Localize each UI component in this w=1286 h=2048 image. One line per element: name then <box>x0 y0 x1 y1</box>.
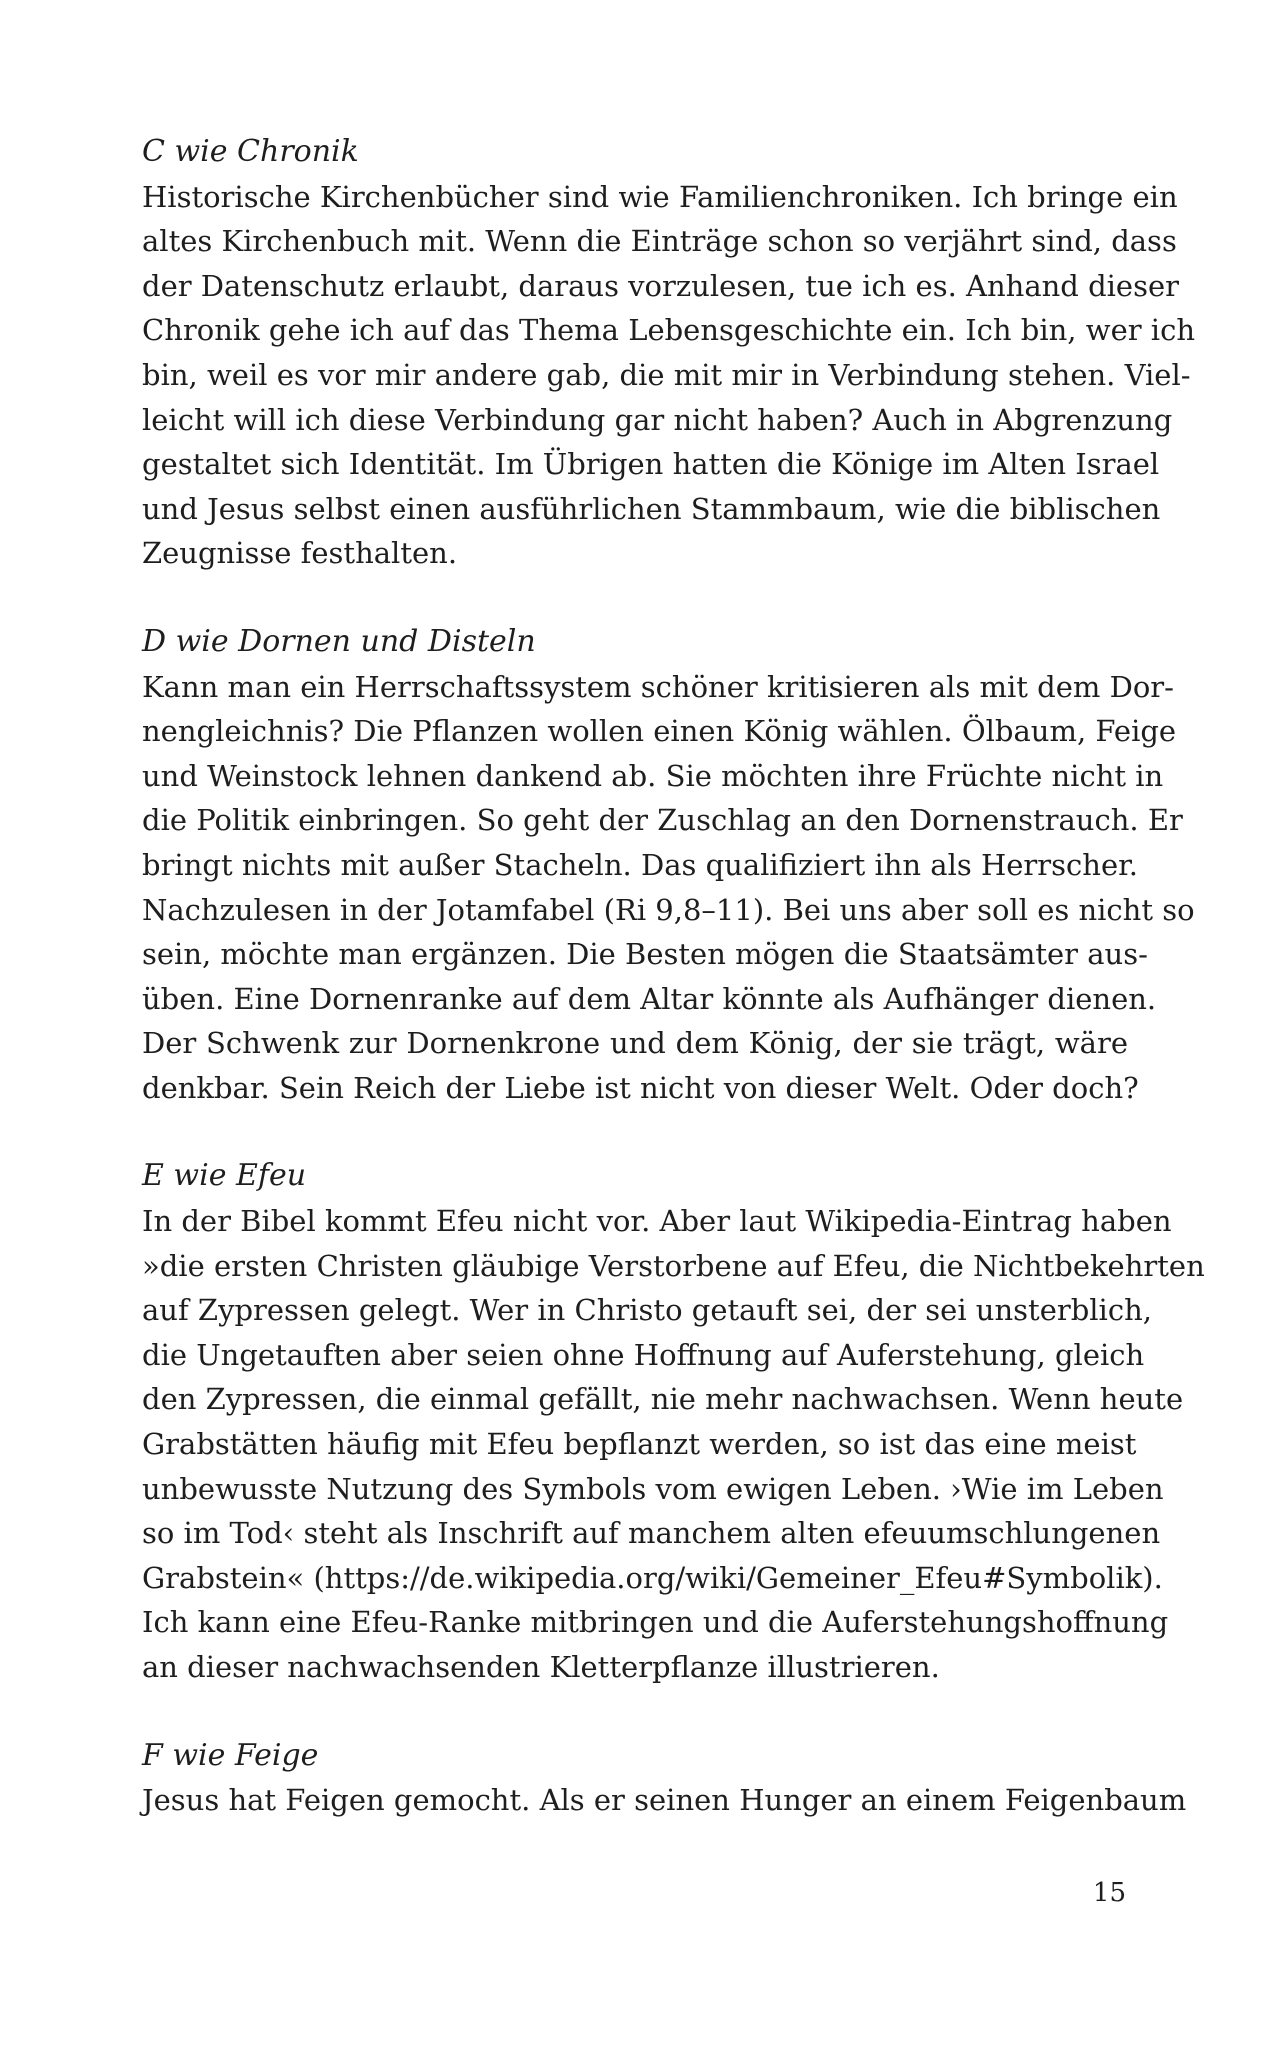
section-e-efeu <box>142 1154 1205 1689</box>
text-line: Historische Kirchenbücher sind wie Familienchroniken. Ich bringe ein <box>142 179 1178 214</box>
text-line: Kann man ein Herrschaftssystem schöner kritisieren als mit dem Dor- <box>142 669 1174 704</box>
text-line: nengleichnis? Die Pflanzen wollen einen König wählen. Ölbaum, Feige <box>142 714 1177 749</box>
text-line: und Weinstock lehnen dankend ab. Sie möchten ihre Früchte nicht in <box>142 758 1164 793</box>
text-line: »die ersten Christen gläubige Verstorbene auf Efeu, die Nichtbekehrten <box>142 1248 1205 1283</box>
section-heading: F wie Feige <box>142 1737 319 1773</box>
page-number: 15 <box>1092 1878 1126 1908</box>
text-line: Grabstätten häufig mit Efeu bepflanzt werden, so ist das eine meist <box>142 1427 1137 1462</box>
section-d-dornen-und-disteln <box>142 620 1195 1111</box>
text-line: gestaltet sich Identität. Im Übrigen hatten die Könige im Alten Israel <box>142 447 1160 482</box>
text-line: Zeugnisse festhalten. <box>142 536 458 571</box>
text-line: Chronik gehe ich auf das Thema Lebensgeschichte ein. Ich bin, wer ich <box>142 313 1196 348</box>
text-line: der Datenschutz erlaubt, daraus vorzulesen, tue ich es. Anhand dieser <box>142 268 1179 303</box>
text-line: die Ungetauften aber seien ohne Hoffnung auf Auferstehung, gleich <box>142 1337 1145 1372</box>
section-c-chronik <box>142 130 1196 576</box>
text-line: Nachzulesen in der Jotamfabel (Ri 9,8–11). Bei uns aber soll es nicht so <box>142 892 1195 927</box>
text-line: altes Kirchenbuch mit. Wenn die Einträge schon so verjährt sind, dass <box>142 224 1177 259</box>
text-line: auf Zypressen gelegt. Wer in Christo getauft sei, der sei unsterblich, <box>142 1293 1152 1328</box>
text-line: an dieser nachwachsenden Kletterpflanze illustrieren. <box>142 1650 940 1684</box>
section-heading: E wie Efeu <box>142 1158 307 1194</box>
text-line: bringt nichts mit außer Stacheln. Das qualifiziert ihn als Herrscher. <box>142 847 1139 882</box>
section-heading: D wie Dornen und Disteln <box>142 623 536 659</box>
text-line: die Politik einbringen. So geht der Zuschlag an den Dornenstrauch. Er <box>142 803 1183 838</box>
text-line: unbewusste Nutzung des Symbols vom ewigen Leben. ›Wie im Leben <box>142 1471 1164 1506</box>
text-line: In der Bibel kommt Efeu nicht vor. Aber laut Wikipedia-Eintrag haben <box>142 1204 1172 1239</box>
text-line: leicht will ich diese Verbindung gar nicht haben? Auch in Abgrenzung <box>142 402 1173 437</box>
text-line: bin, weil es vor mir andere gab, die mit mir in Verbindung stehen. Viel- <box>142 357 1191 392</box>
text-line: sein, möchte man ergänzen. Die Besten mögen die Staatsämter aus- <box>142 937 1148 972</box>
text-line: Ich kann eine Efeu-Ranke mitbringen und die Auferstehungshoffnung <box>142 1605 1169 1640</box>
text-line: Der Schwenk zur Dornenkrone und dem König, der sie trägt, wäre <box>142 1026 1128 1061</box>
text-line: so im Tod‹ steht als Inschrift auf manchem alten efeuumschlungenen <box>142 1516 1161 1551</box>
text-line: und Jesus selbst einen ausführlichen Stammbaum, wie die biblischen <box>142 491 1161 526</box>
text-line: Jesus hat Feigen gemocht. Als er seinen Hunger an einem Feigenbaum <box>142 1783 1187 1818</box>
text-line: den Zypressen, die einmal gefällt, nie mehr nachwachsen. Wenn heute <box>142 1382 1184 1417</box>
section-f-feige <box>142 1734 1187 1823</box>
text-line: üben. Eine Dornenranke auf dem Altar könnte als Aufhänger dienen. <box>142 981 1157 1016</box>
section-heading: C wie Chronik <box>142 134 359 169</box>
text-line: denkbar. Sein Reich der Liebe ist nicht von dieser Welt. Oder doch? <box>142 1070 1139 1105</box>
text-line: Grabstein« (https://de.wikipedia.org/wiki/Gemeiner_Efeu#Symbolik). <box>142 1560 1163 1595</box>
page-body <box>142 130 1205 1867</box>
